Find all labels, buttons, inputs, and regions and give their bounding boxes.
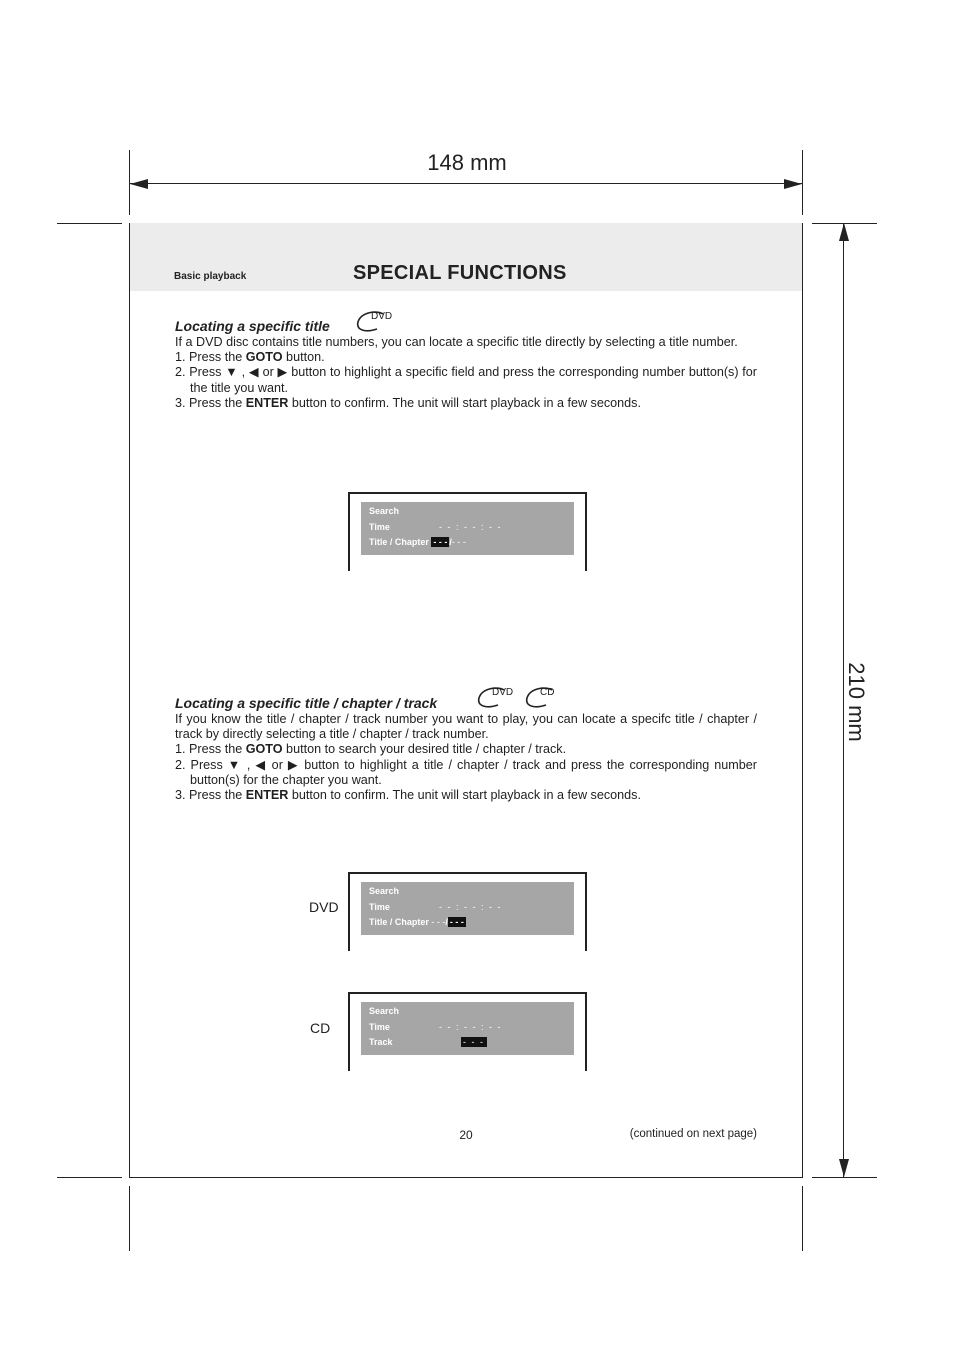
section1-step-1: 1. Press the GOTO button.	[175, 350, 325, 365]
osd-title-chapter-label: Title / Chapter	[369, 537, 429, 547]
arrow-down-icon	[839, 1159, 849, 1177]
osd-search-panel	[361, 1002, 574, 1055]
dvd-logo-icon	[476, 686, 518, 710]
osd-chapter-field[interactable]: - - -	[451, 537, 466, 547]
osd-title-chapter-row	[369, 535, 466, 549]
osd-search-label: Search	[369, 506, 400, 516]
crop-mark-left-top	[57, 223, 122, 224]
width-dimension-line	[130, 183, 802, 184]
width-dimension-label: 148 mm	[427, 150, 507, 175]
continued-note: (continued on next page)	[629, 1128, 757, 1140]
section1-step-3: 3. Press the ENTER button to confirm. The unit will start playback in a few seconds.	[175, 395, 641, 410]
crop-mark-bottom-right	[802, 1186, 803, 1251]
section2-step-3: 3. Press the ENTER button to confirm. The unit will start playback in a few seconds.	[175, 788, 641, 803]
dvd-logo-text: DVD	[371, 311, 393, 322]
screen-label-cd: CD	[310, 1020, 331, 1036]
arrow-right-icon	[784, 179, 802, 189]
osd-search-label: Search	[369, 886, 400, 896]
osd-title-field[interactable]: - - -	[433, 537, 448, 547]
osd-time-label: Time	[369, 522, 390, 532]
cd-logo-text: CD	[540, 687, 555, 698]
osd-time-value: - - : - - : - -	[439, 902, 502, 912]
osd-track-row	[461, 1035, 487, 1049]
page-number: 20	[459, 1128, 473, 1142]
cd-logo-icon	[524, 686, 566, 710]
goto-screen-dvd	[348, 872, 587, 951]
osd-time-label: Time	[369, 902, 390, 912]
osd-search-label: Search	[369, 1006, 400, 1016]
section-title-locate-title: Locating a specific title	[175, 318, 330, 334]
section2-step-2: 2. Press ▼ , ◀ or ▶ button to highlight a title / chapter / track and press the corresponding number button(s) for the chapter you want.	[175, 757, 757, 787]
breadcrumb: Basic playback	[174, 271, 247, 282]
section1-intro: If a DVD disc contains title numbers, you can locate a specific title directly by selecting a title number.	[175, 335, 738, 349]
osd-track-label: Track	[369, 1037, 393, 1047]
section2-body	[175, 712, 757, 803]
osd-title-chapter-label: Title / Chapter	[369, 917, 429, 927]
osd-time-value: - - : - - : - -	[439, 522, 502, 532]
height-dimension-label: 210 mm	[844, 662, 869, 742]
osd-time-value: - - : - - : - -	[439, 1022, 502, 1032]
section1-step-2: 2. Press ▼ , ◀ or ▶ button to highlight a specific field and press the corresponding number button(s) for the title you want.	[175, 365, 757, 395]
osd-search-panel	[361, 502, 574, 555]
osd-time-label: Time	[369, 1022, 390, 1032]
page-title: SPECIAL FUNCTIONS	[353, 262, 567, 284]
section2-step-1: 1. Press the GOTO button to search your desired title / chapter / track.	[175, 742, 567, 757]
crop-mark-left-bottom	[57, 1177, 122, 1178]
osd-title-chapter-row	[369, 915, 466, 929]
goto-screen-cd	[348, 992, 587, 1071]
dvd-logo-icon	[355, 310, 397, 334]
page-border-right	[802, 223, 803, 1177]
section-title-locate-title-chapter-track: Locating a specific title / chapter / track	[175, 695, 438, 711]
osd-separator: /	[445, 917, 448, 927]
arrow-up-icon	[839, 223, 849, 241]
page-border-left	[129, 223, 130, 1177]
page-border-bottom	[129, 1177, 803, 1178]
dvd-logo-text: DVD	[492, 687, 514, 698]
osd-track-field[interactable]: - - -	[463, 1037, 485, 1047]
osd-title-field[interactable]: - - -	[431, 917, 446, 927]
crop-mark-top-right	[802, 150, 803, 215]
goto-screen-title	[348, 492, 587, 571]
screen-label-dvd: DVD	[309, 899, 339, 915]
osd-separator: /	[449, 537, 452, 547]
osd-chapter-field[interactable]: - - -	[449, 917, 464, 927]
section2-intro: If you know the title / chapter / track number you want to play, you can locate a specifc title / chapter / track by directly selecting a title / chapter / track number.	[175, 712, 757, 742]
crop-mark-bottom-left	[129, 1186, 130, 1251]
section1-body	[175, 335, 757, 411]
arrow-left-icon	[130, 179, 148, 189]
crop-mark-right-bottom	[812, 1177, 877, 1178]
osd-search-panel	[361, 882, 574, 935]
